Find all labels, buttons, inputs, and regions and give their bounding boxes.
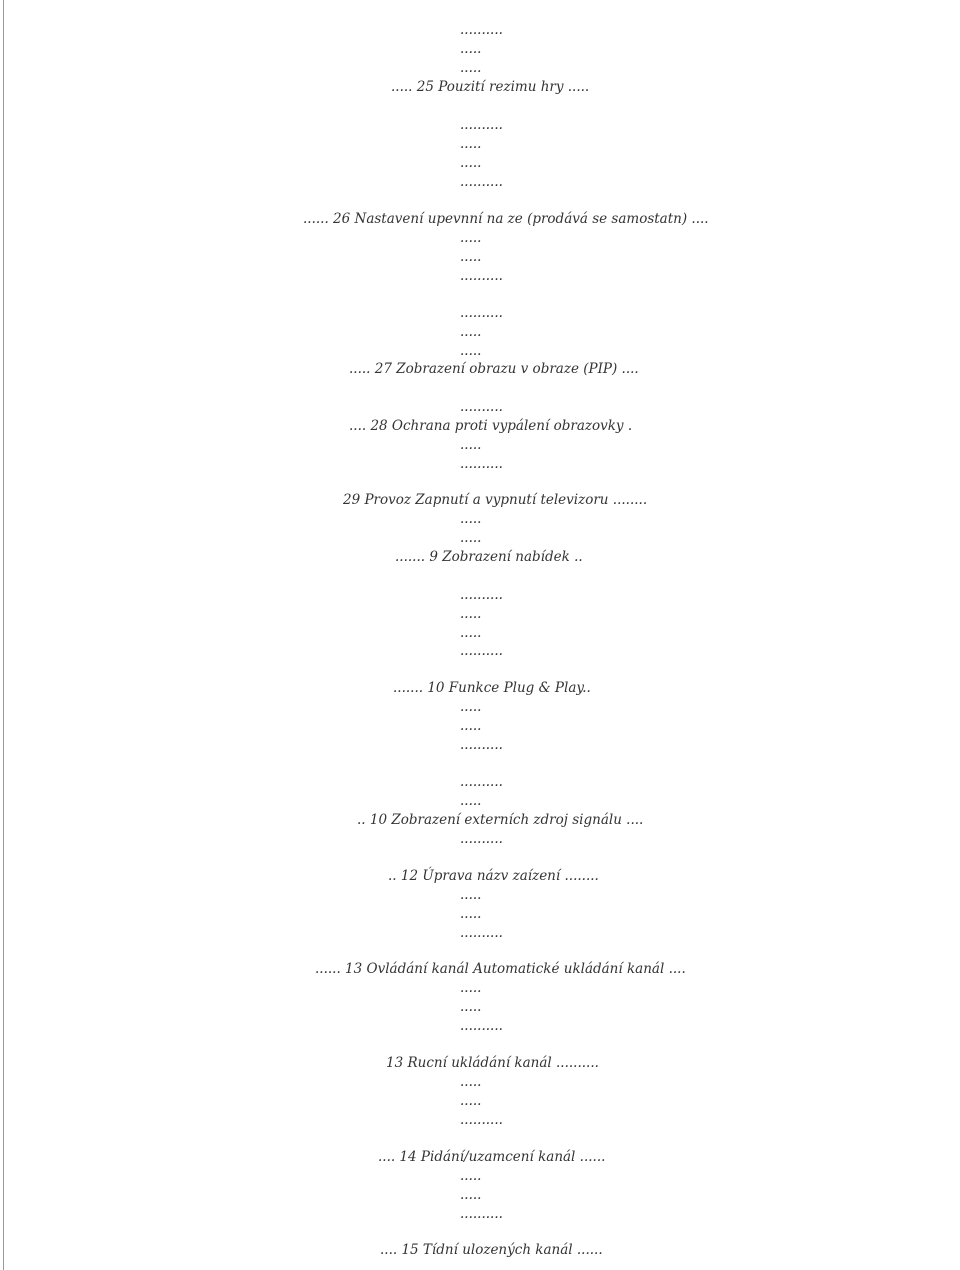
toc-entry: 13 Rucní ukládání kanál .......... <box>386 1055 599 1071</box>
toc-leader: ..... <box>460 343 482 359</box>
toc-leader: ..... <box>460 324 482 340</box>
toc-leader: .......... <box>460 1206 503 1222</box>
toc-leader: .......... <box>460 399 503 415</box>
toc-leader: .......... <box>460 174 503 190</box>
toc-leader: ..... <box>460 1093 482 1109</box>
toc-leader: ..... <box>460 906 482 922</box>
toc-leader: ..... <box>460 437 482 453</box>
toc-leader: ..... <box>460 249 482 265</box>
toc-leader: ..... <box>460 980 482 996</box>
toc-leader: .......... <box>460 305 503 321</box>
toc-leader: .......... <box>460 643 503 659</box>
toc-leader: ..... <box>460 625 482 641</box>
toc-entry: ....... 9 Zobrazení nabídek .. <box>395 549 583 565</box>
toc-leader: ..... <box>460 41 482 57</box>
toc-entry: .. 12 Úprava názv zaízení ........ <box>388 868 599 884</box>
page-edge-rule <box>3 0 4 1270</box>
toc-leader: .......... <box>460 587 503 603</box>
toc-entry: .... 15 Tídní ulozených kanál ...... <box>380 1242 603 1258</box>
toc-entry: ....... 10 Funkce Plug & Play.. <box>393 680 591 696</box>
toc-leader: ..... <box>460 230 482 246</box>
toc-leader: ..... <box>460 1187 482 1203</box>
toc-entry: ..... 25 Pouzití rezimu hry ..... <box>391 79 590 95</box>
toc-leader: ..... <box>460 60 482 76</box>
toc-leader: .......... <box>460 268 503 284</box>
toc-leader: ..... <box>460 1074 482 1090</box>
toc-leader: .......... <box>460 774 503 790</box>
toc-entry: ...... 13 Ovládání kanál Automatické ukládání kanál .... <box>315 961 686 977</box>
toc-entry: ..... 27 Zobrazení obrazu v obraze (PIP) .... <box>349 361 639 377</box>
toc-leader: .......... <box>460 925 503 941</box>
toc-leader: ..... <box>460 136 482 152</box>
toc-leader: .......... <box>460 117 503 133</box>
toc-leader: .......... <box>460 831 503 847</box>
toc-leader: ..... <box>460 999 482 1015</box>
toc-entry: 29 Provoz Zapnutí a vypnutí televizoru ........ <box>343 492 648 508</box>
toc-entry: .. 10 Zobrazení externích zdroj signálu .... <box>357 812 644 828</box>
toc-leader: ..... <box>460 606 482 622</box>
toc-entry: ...... 26 Nastavení upevnní na ze (prodává se samostatn) .... <box>303 211 709 227</box>
toc-leader: .......... <box>460 1112 503 1128</box>
toc-leader: ..... <box>460 718 482 734</box>
toc-leader: ..... <box>460 793 482 809</box>
toc-leader: .......... <box>460 456 503 472</box>
toc-leader: .......... <box>460 1018 503 1034</box>
toc-leader: ..... <box>460 699 482 715</box>
toc-leader: ..... <box>460 155 482 171</box>
toc-leader: ..... <box>460 887 482 903</box>
toc-entry: .... 28 Ochrana proti vypálení obrazovky . <box>349 418 633 434</box>
toc-leader: .......... <box>460 737 503 753</box>
toc-leader: ..... <box>460 511 482 527</box>
toc-leader: .......... <box>460 22 503 38</box>
toc-leader: ..... <box>460 530 482 546</box>
toc-leader: ..... <box>460 1168 482 1184</box>
toc-entry: .... 14 Pidání/uzamcení kanál ...... <box>378 1149 606 1165</box>
